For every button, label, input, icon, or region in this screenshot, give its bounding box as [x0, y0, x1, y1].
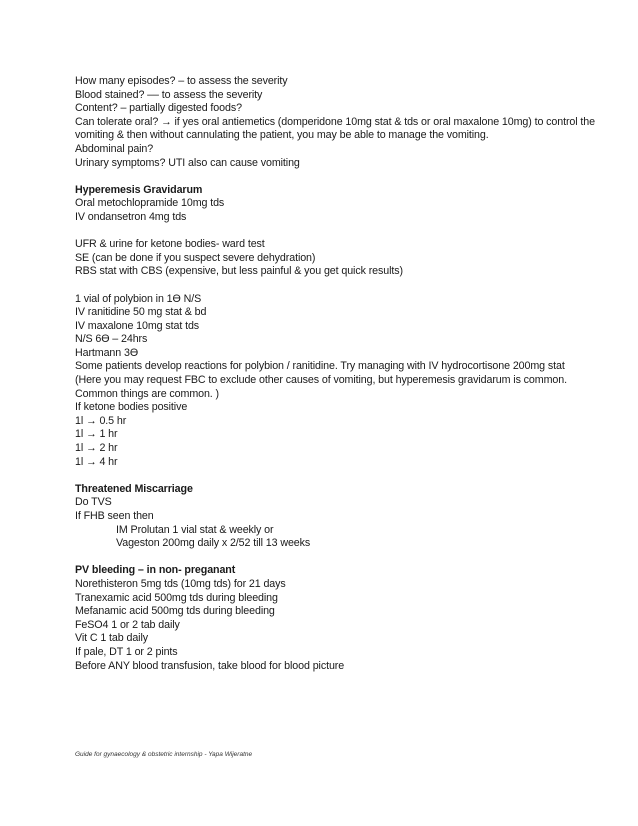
- text-line: Do TVS: [75, 496, 112, 509]
- text-line: If ketone bodies positive: [75, 401, 188, 414]
- text-line: Urinary symptoms? UTI also can cause vomiting: [75, 156, 300, 169]
- text-line: Norethisteron 5mg tds (10mg tds) for 21 days: [75, 577, 286, 590]
- miscarriage-section: [75, 483, 595, 551]
- text-line: Vit C 1 tab daily: [75, 632, 148, 645]
- text-line: 1l → 0.5 hr: [75, 414, 127, 427]
- text-line: If FHB seen then: [75, 510, 154, 522]
- text-line: 1l → 4 hr: [75, 455, 118, 468]
- text-line: Blood stained? –– to assess the severity: [75, 88, 263, 101]
- text-line: Tranexamic acid 500mg tds during bleeding: [75, 591, 278, 604]
- text-line: FeSO4 1 or 2 tab daily: [75, 618, 180, 631]
- text-line: IV maxalone 10mg stat tds: [75, 319, 200, 332]
- text-line: 1l → 2 hr: [75, 442, 118, 455]
- spacer: [75, 225, 595, 239]
- text-line: (Here you may request FBC to exclude other causes of vomiting, but hyperemesis gravidarum is common. Common things are common. ): [75, 374, 567, 400]
- text-line: IV ranitidine 50 mg stat & bd: [75, 306, 207, 319]
- text-line: Vageston 200mg daily x 2/52 till 13 weeks: [116, 537, 311, 550]
- page-footer: Guide for gynaecology & obstetric internship - Yapa Wijeratne: [75, 751, 253, 758]
- text-line: 1l → 1 hr: [75, 428, 118, 441]
- text-line: IM Prolutan 1 vial stat & weekly or: [116, 523, 274, 536]
- text-line: IV ondansetron 4mg tds: [75, 210, 187, 223]
- text-line: RBS stat with CBS (expensive, but less painful & you get quick results): [75, 265, 403, 278]
- text-line: Content? – partially digested foods?: [75, 102, 242, 115]
- text-line: If pale, DT 1 or 2 pints: [75, 645, 178, 658]
- text-line: Before ANY blood transfusion, take blood for blood picture: [75, 659, 345, 672]
- spacer: [75, 170, 595, 184]
- pv-bleeding-section: [75, 564, 595, 673]
- spacer: [75, 279, 595, 293]
- text-line: Hartmann 3ϴ: [75, 346, 139, 359]
- text-line: Mefanamic acid 500mg tds during bleeding: [75, 605, 275, 618]
- text-line: Can tolerate oral? → if yes oral antiemetics (domperidone 10mg stat & tds or oral maxalone 10mg) to control the vomiting & then without cannulating the patient, you may be able to manage the vomiting.: [75, 115, 595, 142]
- spacer: [75, 469, 595, 483]
- text-line: How many episodes? – to assess the severity: [75, 75, 288, 87]
- section-heading: Threatened Miscarriage: [75, 482, 193, 495]
- text-line: Some patients develop reactions for polybion / ranitidine. Try managing with IV hydrocortisone 200mg stat: [75, 360, 565, 373]
- section-heading: Hyperemesis Gravidarum: [75, 183, 203, 196]
- text-line: 1 vial of polybion in 1ϴ N/S: [75, 292, 202, 305]
- text-line: UFR & urine for ketone bodies- ward test: [75, 238, 265, 251]
- text-line: Abdominal pain?: [75, 142, 154, 155]
- text-line: N/S 6ϴ – 24hrs: [75, 333, 148, 346]
- section-heading: PV bleeding – in non- preganant: [75, 564, 236, 577]
- spacer: [75, 551, 595, 565]
- intro-section: [75, 75, 595, 170]
- hyperemesis-section: [75, 184, 595, 469]
- text-line: SE (can be done if you suspect severe dehydration): [75, 251, 316, 264]
- text-line: Oral metochlopramide 10mg tds: [75, 197, 225, 210]
- document-body: [75, 75, 595, 673]
